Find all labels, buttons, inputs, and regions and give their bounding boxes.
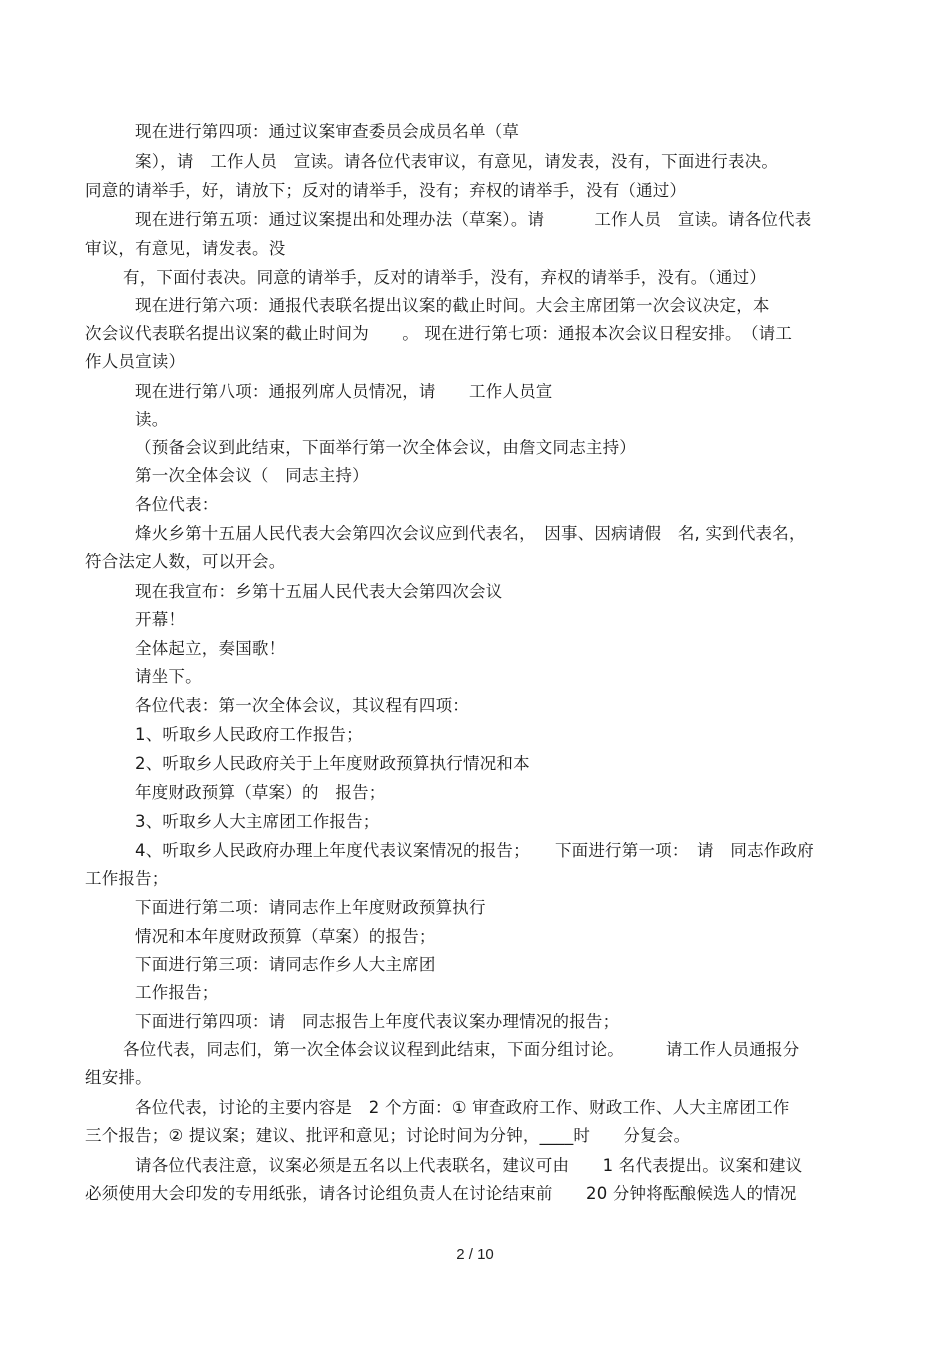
text-line: 有，下面付表决。同意的请举手，反对的请举手，没有，弃权的请举手，没有。（通过） <box>123 268 767 287</box>
text-line: 工作报告； <box>85 869 169 888</box>
page-number: 2 / 10 <box>456 1246 494 1263</box>
text-line: 请各位代表注意，议案必须是五名以上代表联名，建议可由 1 名代表提出。议案和建议 <box>135 1156 803 1175</box>
text-line: 情况和本年度财政预算（草案）的报告； <box>135 927 436 946</box>
text-line: 3、听取乡人大主席团工作报告； <box>135 812 380 831</box>
text-line: 开幕！ <box>135 610 186 629</box>
text-line: 现在我宣布：乡第十五届人民代表大会第四次会议 <box>135 582 503 601</box>
text-line: 各位代表，同志们，第一次全体会议议程到此结束，下面分组讨论。 请工作人员通报分 <box>123 1040 800 1059</box>
text-line: 4、听取乡人民政府办理上年度代表议案情况的报告； 下面进行第一项： 请 同志作政府 <box>135 841 814 860</box>
text-line: 下面进行第三项：请同志作乡人大主席团 <box>135 955 436 974</box>
text-line: 年度财政预算（草案）的 报告； <box>135 783 386 802</box>
text-line: 各位代表：第一次全体会议，其议程有四项： <box>135 696 469 715</box>
text-line: 案），请 工作人员 宣读。请各位代表审议，有意见，请发表，没有，下面进行表决。 <box>135 152 779 171</box>
text-line: 现在进行第六项：通报代表联名提出议案的截止时间。大会主席团第一次会议决定，本 <box>135 296 770 315</box>
text-line: 符合法定人数，可以开会。 <box>85 552 286 571</box>
text-line: 第一次全体会议（ 同志主持） <box>135 466 369 485</box>
text-line: 各位代表，讨论的主要内容是 2 个方面：① 审查政府工作、财政工作、人大主席团工作 <box>135 1098 790 1117</box>
text-line: 必须使用大会印发的专用纸张，请各讨论组负责人在讨论结束前 20 分钟将酝酿候选人的情况 <box>85 1184 797 1203</box>
text-line: 1、听取乡人民政府工作报告； <box>135 725 363 744</box>
text-line: 全体起立，奏国歌！ <box>135 639 286 658</box>
text-line: 组安排。 <box>85 1068 152 1087</box>
text-line: 各位代表： <box>135 495 219 514</box>
text-line: 烽火乡第十五届人民代表大会第四次会议应到代表名， 因事、因病请假 名, 实到代表名， <box>135 524 806 543</box>
text-line: 下面进行第二项：请同志作上年度财政预算执行 <box>135 898 486 917</box>
text-line: 现在进行第八项：通报列席人员情况，请 工作人员宣 <box>135 382 553 401</box>
text-line: 次会议代表联名提出议案的截止时间为 。 现在进行第七项：通报本次会议日程安排。 （请工 <box>85 324 793 343</box>
text-line: 审议，有意见，请发表。没 <box>85 239 286 258</box>
text-line: （预备会议到此结束，下面举行第一次全体会议，由詹文同志主持） <box>135 438 636 457</box>
text-line: 工作报告； <box>135 983 219 1002</box>
text-line: 读。 <box>135 410 169 429</box>
text-line: 请坐下。 <box>135 667 202 686</box>
text-line: 同意的请举手，好，请放下；反对的请举手，没有；弃权的请举手，没有（通过） <box>85 181 687 200</box>
text-line: 现在进行第五项：通过议案提出和处理办法（草案）。请 工作人员 宣读。请各位代表 <box>135 210 812 229</box>
text-line: 三个报告；② 提议案；建议、批评和意见；讨论时间为分钟，____时 分复会。 <box>85 1126 691 1145</box>
text-line: 作人员宣读） <box>85 352 186 371</box>
text-line: 现在进行第四项：通过议案审查委员会成员名单（草 <box>135 122 520 141</box>
text-line: 2、听取乡人民政府关于上年度财政预算执行情况和本 <box>135 754 530 773</box>
text-line: 下面进行第四项：请 同志报告上年度代表议案办理情况的报告； <box>135 1012 620 1031</box>
